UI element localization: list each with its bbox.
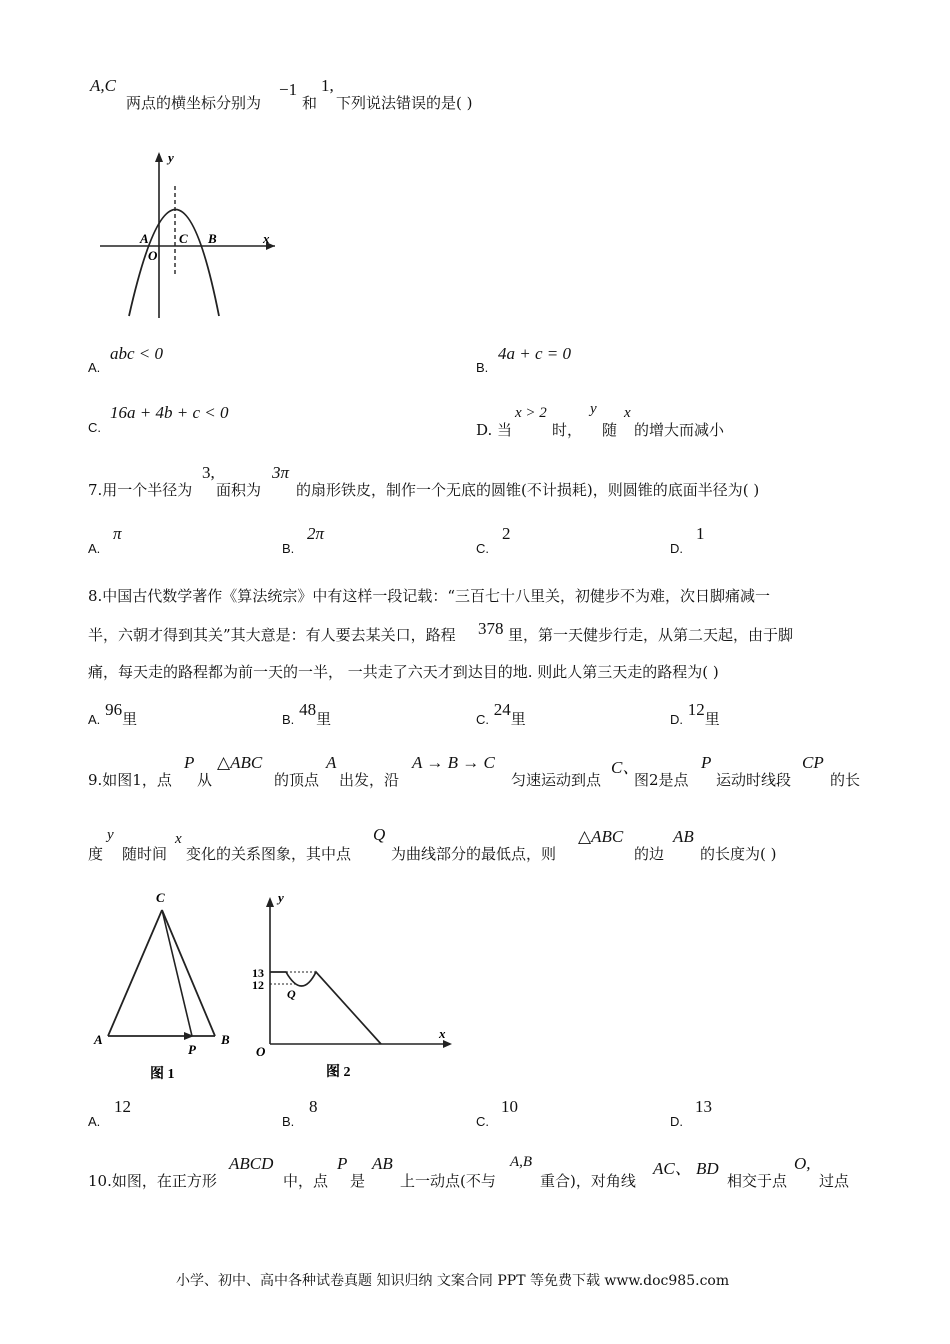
q9-l2-2: 随时间 xyxy=(122,845,168,863)
fig1-a: A xyxy=(94,1032,103,1047)
fig1-caption: 图 1 xyxy=(150,1067,175,1082)
fig1-b: B xyxy=(221,1032,230,1047)
fig1-p: P xyxy=(188,1042,196,1057)
q10-l1-2: 中，点 xyxy=(283,1172,329,1190)
q9-l2-0: 度 xyxy=(88,845,104,863)
q9-l1-14: 的长 xyxy=(830,771,861,789)
q6-lead-math: A,C xyxy=(90,76,116,95)
q8-option-a: A. 96里 xyxy=(88,700,138,728)
fig1-c: C xyxy=(156,890,165,905)
q9-l1-5: A xyxy=(326,753,337,772)
q8-option-d: D. 12里 xyxy=(670,700,720,728)
q7-option-a-val: π xyxy=(113,524,122,543)
q7-option-b-letter: B. xyxy=(282,541,295,556)
q6-option-b-expr: 4a + c = 0 xyxy=(498,344,571,363)
q9-l1-13: CP xyxy=(802,753,824,772)
q7-option-a-letter: A. xyxy=(88,541,101,556)
q6-parabola-graph xyxy=(95,148,280,320)
q7-area: 3π xyxy=(272,463,290,482)
q9-l1-7: A → B → C xyxy=(412,753,495,772)
q9-l2-5: Q xyxy=(373,825,386,844)
q6-origin: O xyxy=(148,248,158,263)
q6-option-c-letter: C. xyxy=(88,420,101,435)
q9-option-b-letter: B. xyxy=(282,1114,295,1129)
q7-mid: 面积为 xyxy=(216,481,262,499)
fig2-origin: O xyxy=(256,1044,266,1059)
fig2-caption: 图 2 xyxy=(326,1065,351,1080)
q9-l2-1: y xyxy=(107,827,114,843)
q6-point-c: C xyxy=(179,231,188,246)
q9-l2-6: 为曲线部分的最低点，则 xyxy=(391,845,557,863)
q6-option-d-sui: 随 xyxy=(602,421,618,439)
q6-option-a-expr: abc < 0 xyxy=(110,344,164,363)
q7-option-d-val: 1 xyxy=(696,524,705,543)
q8-line1: 8.中国古代数学著作《算法统宗》中有这样一段记载：“三百七十八里关，初健步不为难，次日脚痛减一 xyxy=(88,587,770,605)
q10-l1-9: AC、 BD xyxy=(653,1159,719,1178)
q9-l1-6: 出发，沿 xyxy=(339,771,400,789)
q6-point-a: A xyxy=(140,231,149,246)
q6-lead-text: 两点的横坐标分别为 xyxy=(126,94,262,112)
q6-x-label: x xyxy=(263,231,270,246)
q9-figure2-graph xyxy=(246,886,456,1086)
q7-option-c-letter: C. xyxy=(476,541,489,556)
q9-l2-8: 的边 xyxy=(634,845,665,863)
q7-option-b-val: 2π xyxy=(307,524,325,543)
q6-option-d-pre: D. 当 xyxy=(476,421,513,439)
q9-l2-4: 变化的关系图象，其中点 xyxy=(186,845,352,863)
q6-tail: 下列说法错误的是( ) xyxy=(336,94,473,112)
q9-l1-12: 运动时线段 xyxy=(716,771,792,789)
q7-pre: 7.用一个半径为 xyxy=(88,481,193,499)
q7-option-c-val: 2 xyxy=(502,524,511,543)
fig2-tick-13: 13 xyxy=(252,966,264,980)
q10-l1-3: P xyxy=(337,1154,348,1173)
q8-line2-pre: 半，六朝才得到其关”其大意是：有人要去某关口，路程 xyxy=(88,626,456,644)
q9-l1-2: 从 xyxy=(197,771,213,789)
q8-option-b: B. 48里 xyxy=(282,700,332,728)
q10-l1-5: AB xyxy=(372,1154,393,1173)
q8-distance: 378 xyxy=(478,619,504,638)
q9-figure1-triangle xyxy=(90,886,240,1086)
q6-option-b-letter: B. xyxy=(476,360,489,375)
q9-l1-3: △ABC xyxy=(217,753,263,772)
q9-l2-7: △ABC xyxy=(578,827,624,846)
q9-option-c-val: 10 xyxy=(501,1097,518,1116)
q6-option-d-y: y xyxy=(590,401,597,417)
q9-option-a-letter: A. xyxy=(88,1114,101,1129)
fig2-tick-12: 12 xyxy=(252,978,264,992)
q6-val2: 1, xyxy=(321,76,334,95)
q10-l1-6: 上一动点(不与 xyxy=(400,1172,496,1190)
q9-l1-10: 图2是点 xyxy=(634,771,689,789)
fig2-q: Q xyxy=(287,987,296,1001)
page-footer: 小学、初中、高中各种试卷真题 知识归纳 文案合同 PPT 等免费下载 www.doc985.com xyxy=(176,1273,730,1289)
q9-option-d-val: 13 xyxy=(695,1097,712,1116)
q9-l2-9: AB xyxy=(673,827,694,846)
q9-l1-1: P xyxy=(184,753,195,772)
fig2-x: x xyxy=(439,1026,446,1041)
q7-radius: 3, xyxy=(202,463,215,482)
q7-option-d-letter: D. xyxy=(670,541,683,556)
q6-option-d-mid: 时， xyxy=(552,421,583,439)
q6-y-label: y xyxy=(168,150,174,165)
q9-option-c-letter: C. xyxy=(476,1114,489,1129)
q9-l1-8: 匀速运动到点 xyxy=(511,771,602,789)
q6-val1: −1 xyxy=(279,80,298,99)
q9-l1-11: P xyxy=(701,753,712,772)
q10-l1-8: 重合)，对角线 xyxy=(540,1172,636,1190)
q8-line2-post: 里，第一天健步行走，从第二天起，由于脚 xyxy=(508,626,794,644)
q10-l1-11: O, xyxy=(794,1154,811,1173)
q9-l1-9: C、 xyxy=(611,758,640,777)
q6-option-d-x: x xyxy=(624,405,631,421)
q8-line3: 痛，每天走的路程都为前一天的一半， 一共走了六天才到达目的地. 则此人第三天走的路程为( ) xyxy=(88,663,719,681)
q9-option-a-val: 12 xyxy=(114,1097,131,1116)
q10-l1-0: 10.如图，在正方形 xyxy=(88,1172,217,1190)
q6-option-d-tail: 的增大而减小 xyxy=(634,421,725,439)
q9-option-b-val: 8 xyxy=(309,1097,318,1116)
q6-option-d-cond: x > 2 xyxy=(515,405,547,421)
q9-l1-0: 9.如图1，点 xyxy=(88,771,172,789)
q10-l1-4: 是 xyxy=(350,1172,366,1190)
q7-tail: 的扇形铁皮，制作一个无底的圆锥(不计损耗)，则圆锥的底面半径为( ) xyxy=(296,481,760,499)
q10-l1-12: 过点 xyxy=(819,1172,850,1190)
q8-option-c: C. 24里 xyxy=(476,700,526,728)
q9-l1-4: 的顶点 xyxy=(274,771,320,789)
q10-l1-10: 相交于点 xyxy=(727,1172,788,1190)
q6-option-c-expr: 16a + 4b + c < 0 xyxy=(110,403,229,422)
q9-l2-3: x xyxy=(175,831,182,847)
q9-option-d-letter: D. xyxy=(670,1114,683,1129)
q9-l2-10: 的长度为( ) xyxy=(700,845,777,863)
q10-l1-1: ABCD xyxy=(229,1154,274,1173)
q10-l1-7: A,B xyxy=(510,1154,533,1170)
q6-option-a-letter: A. xyxy=(88,360,101,375)
q6-point-b: B xyxy=(208,231,217,246)
fig2-y: y xyxy=(278,890,284,905)
q6-and: 和 xyxy=(302,94,318,112)
